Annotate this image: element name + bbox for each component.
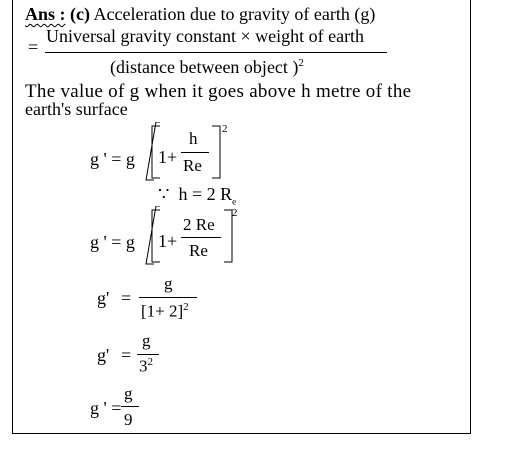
eq5-lhs: g ' = [90, 398, 122, 418]
eq2-one-plus: 1+ [158, 231, 178, 251]
eq3-numerator: g [164, 274, 173, 293]
definition-denominator: (distance between object )$^2$ [110, 57, 304, 77]
eq1-one-plus: 1+ [158, 147, 178, 167]
eq3-lhs: g' [97, 288, 110, 308]
definition-numerator: Universal gravity constant × weight of earth [46, 26, 365, 46]
answer-line [25, 5, 375, 23]
eq1-exponent: 2 [222, 123, 228, 135]
eq3-denominator: $[1+ 2]^2$ [141, 301, 189, 321]
eq2-exponent: 2 [232, 207, 238, 219]
eq3-equals: = [121, 288, 132, 308]
eq4-equals: = [121, 345, 132, 365]
eq1-denominator: Re [183, 156, 202, 175]
eq1-numerator: h [189, 129, 198, 148]
eq1-lhs: g ' = g [90, 149, 135, 169]
eq5-denominator: 9 [124, 410, 133, 429]
eq4-denominator: $3^2$ [139, 356, 153, 376]
eq3-fraction-bar [139, 297, 197, 298]
answer-label: Ans : [25, 4, 66, 24]
therefore-icon: ∵ [158, 184, 170, 204]
intro-line-2: earth's surface [25, 99, 128, 119]
eq5-numerator: g [124, 384, 133, 403]
definition-equals: = [28, 37, 39, 57]
eq5-fraction-bar [121, 406, 139, 407]
eq1-fraction-bar [181, 152, 209, 153]
intro-line-1: The value of g when it goes above h metre of the [25, 81, 412, 102]
eq4-lhs: g' [97, 345, 110, 365]
since-line: ∵ h = 2 $R_e$ [158, 184, 237, 207]
answer-statement: Acceleration due to gravity of earth (g) [93, 4, 376, 24]
eq2-fraction-bar [181, 237, 221, 238]
eq2-numerator: 2 Re [183, 215, 215, 234]
eq4-numerator: g [142, 331, 151, 350]
definition-fraction-bar [45, 52, 387, 53]
eq2-lhs: g ' = g [90, 232, 135, 252]
answer-option: (c) [70, 4, 90, 24]
eq4-fraction-bar [137, 354, 159, 355]
eq2-denominator: Re [189, 241, 208, 260]
